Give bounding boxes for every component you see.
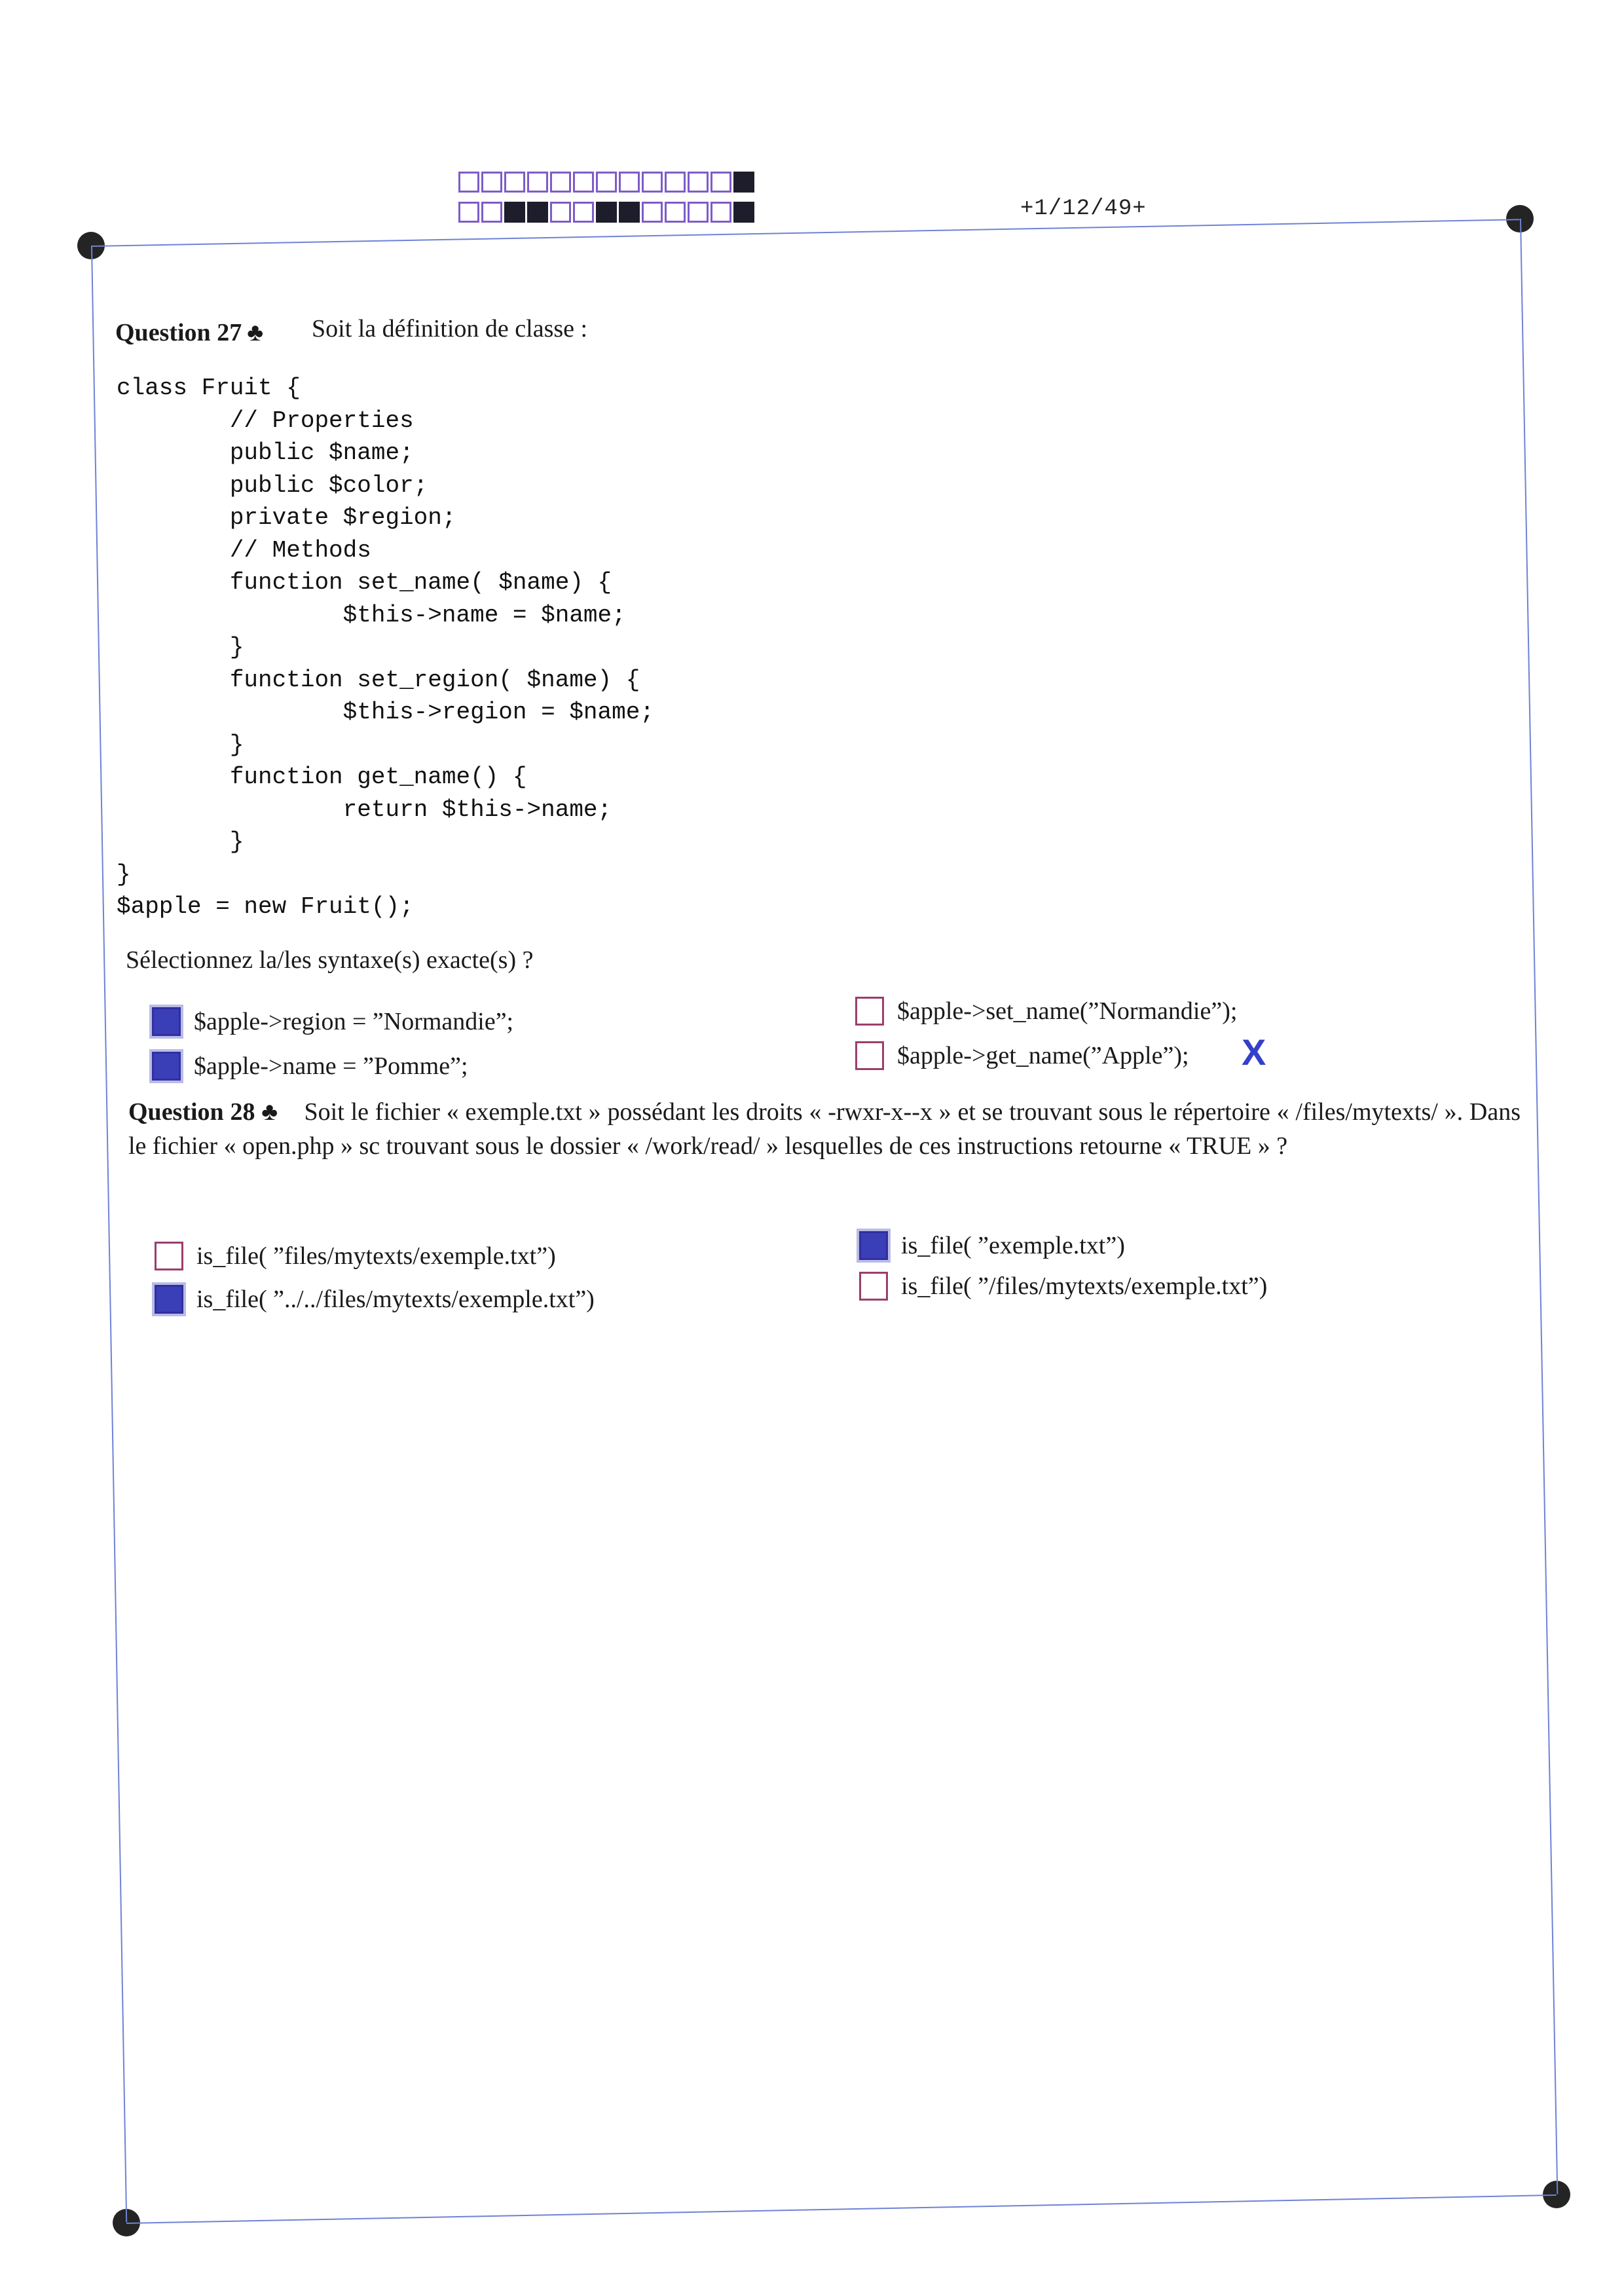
- id-cell: [642, 202, 663, 223]
- id-cell: [504, 172, 525, 193]
- id-row-1: [458, 172, 756, 196]
- club-icon: ♣: [261, 1098, 278, 1126]
- id-cell: [550, 202, 571, 223]
- question-28-label: Question 28: [128, 1098, 255, 1126]
- choice-28-c-text: is_file( ”exemple.txt”): [901, 1232, 1125, 1259]
- choice-27-a[interactable]: [152, 1007, 513, 1036]
- id-cell: [733, 172, 754, 193]
- frame-bottom-line: [126, 2194, 1557, 2224]
- id-cell: [710, 202, 731, 223]
- choice-28-a-text: is_file( ”files/mytexts/exemple.txt”): [196, 1242, 556, 1270]
- choice-27-c-text: $apple->set_name(”Normandie”);: [897, 997, 1238, 1025]
- id-cell: [481, 202, 502, 223]
- question-28-paragraph: [128, 1095, 1521, 1163]
- id-cell: [688, 172, 709, 193]
- choice-28-b[interactable]: [155, 1285, 595, 1314]
- checkbox-28-c[interactable]: [859, 1231, 888, 1260]
- choice-28-d-text: is_file( ”/files/mytexts/exemple.txt”): [901, 1272, 1268, 1300]
- frame-right-line: [1520, 219, 1558, 2194]
- id-cell: [573, 172, 594, 193]
- code-listing: class Fruit { // Properties public $name; public $color; private $region; // Methods function set_name( $name) { $this->name = $name; } function set_region( $name) { $this->region = $name; } function get_name() { return $this->name; } } $apple = new Fruit();: [117, 375, 654, 920]
- checkbox-27-a[interactable]: [152, 1007, 181, 1036]
- choice-27-b-text: $apple->name = ”Pomme”;: [194, 1052, 468, 1080]
- id-cell: [527, 172, 548, 193]
- id-cell: [596, 172, 617, 193]
- id-cell: [688, 202, 709, 223]
- id-cell: [619, 202, 640, 223]
- choice-27-a-text: $apple->region = ”Normandie”;: [194, 1008, 514, 1035]
- handwritten-x-mark: X: [1242, 1031, 1266, 1073]
- id-cell: [573, 202, 594, 223]
- id-cell: [550, 172, 571, 193]
- choice-27-c[interactable]: [855, 997, 1237, 1026]
- checkbox-27-d[interactable]: [855, 1041, 884, 1070]
- id-row-2: [458, 202, 756, 227]
- id-cell: [504, 202, 525, 223]
- id-cell: [458, 202, 479, 223]
- choice-28-a[interactable]: [155, 1242, 556, 1270]
- checkbox-28-d[interactable]: [859, 1272, 888, 1301]
- question-27-label: Question 27: [115, 319, 242, 346]
- id-cell: [665, 172, 686, 193]
- page-code: +1/12/49+: [1020, 196, 1147, 221]
- checkbox-28-b[interactable]: [155, 1285, 183, 1314]
- question-28-title: [128, 1098, 278, 1126]
- choice-27-d-text: $apple->get_name(”Apple”);: [897, 1042, 1189, 1069]
- checkbox-27-b[interactable]: [152, 1052, 181, 1081]
- choice-27-d[interactable]: [855, 1041, 1189, 1070]
- id-cell: [527, 202, 548, 223]
- id-cell: [596, 202, 617, 223]
- checkbox-27-c[interactable]: [855, 997, 884, 1026]
- checkbox-28-a[interactable]: [155, 1242, 183, 1270]
- choice-27-b[interactable]: [152, 1052, 468, 1081]
- id-cell: [642, 172, 663, 193]
- question-27-instruction: Sélectionnez la/les syntaxe(s) exacte(s) ?: [126, 946, 534, 974]
- id-cell: [710, 172, 731, 193]
- id-cell: [458, 172, 479, 193]
- question-27-title: [115, 318, 263, 347]
- id-cell: [665, 202, 686, 223]
- question-27-prompt: Soit la définition de classe :: [312, 315, 588, 343]
- choice-28-c[interactable]: [859, 1231, 1125, 1260]
- id-cell: [733, 202, 754, 223]
- question-28-prompt: Soit le fichier « exemple.txt » possédant les droits « -rwxr-x--x » et se trouvant sous le répertoire « /files/mytexts/ ». Dans le fichier « open.php » sc trouvant sous le dossier « /work/read/ » lesquelles de ces instructions retourne « TRUE » ?: [128, 1098, 1521, 1160]
- choice-28-b-text: is_file( ”../../files/mytexts/exemple.txt”): [196, 1286, 595, 1313]
- choice-28-d[interactable]: [859, 1272, 1267, 1301]
- club-icon: ♣: [247, 319, 264, 346]
- id-cell: [481, 172, 502, 193]
- frame-top-line: [91, 219, 1520, 247]
- student-id-grid: [458, 172, 756, 232]
- id-cell: [619, 172, 640, 193]
